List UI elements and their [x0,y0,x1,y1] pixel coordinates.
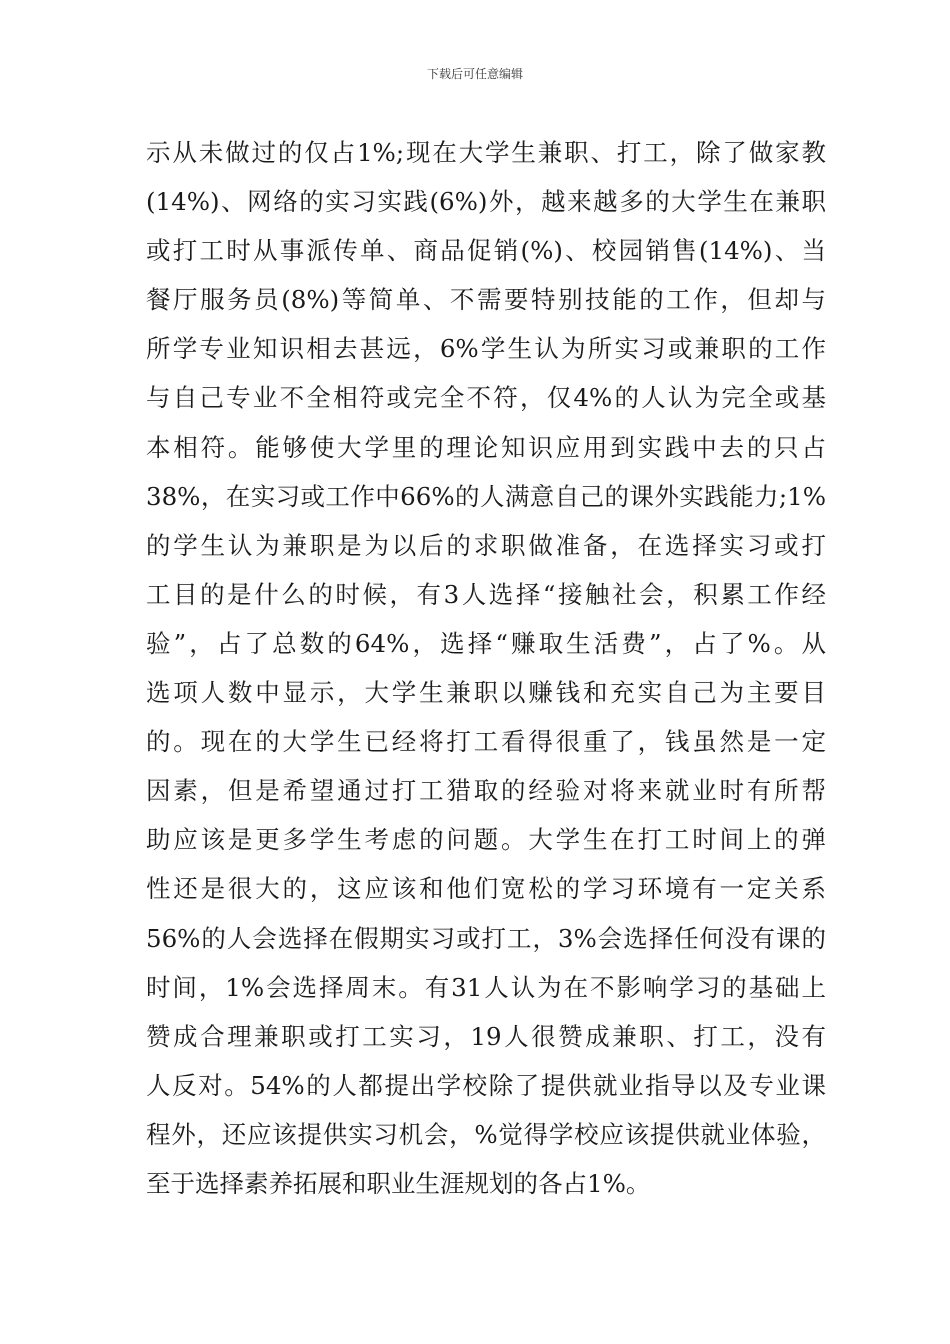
text-line: 因素，但是希望通过打工猎取的经验对将来就业时有所帮 [146,776,826,806]
text-line: 或打工时从事派传单、商品促销(%)、校园销售(14%)、当 [146,236,826,266]
page-header: 下载后可任意编辑 [426,67,523,81]
text-line: 本相符。能够使大学里的理论知识应用到实践中去的只占 [146,432,826,462]
text-line: (14%)、网络的实习实践(6%)外，越来越多的大学生在兼职 [146,187,826,217]
text-line: 赞成合理兼职或打工实习，19人很赞成兼职、打工，没有 [146,1021,826,1051]
text-line: 选项人数中显示，大学生兼职以赚钱和充实自己为主要目 [146,678,826,708]
body-text [146,128,826,1208]
text-line: 所学专业知识相去甚远，6%学生认为所实习或兼职的工作 [146,334,826,364]
text-line: 程外，还应该提供实习机会，%觉得学校应该提供就业体验， [146,1119,826,1149]
text-line: 工目的是什么的时候，有3人选择“接触社会，积累工作经 [146,579,826,609]
text-line: 38%，在实习或工作中66%的人满意自己的课外实践能力;1% [146,481,826,511]
text-line: 性还是很大的，这应该和他们宽松的学习环境有一定关系 [146,874,826,904]
text-line: 示从未做过的仅占1%;现在大学生兼职、打工，除了做家教 [146,138,826,167]
text-line: 的学生认为兼职是为以后的求职做准备，在选择实习或打 [146,530,826,560]
text-line: 56%的人会选择在假期实习或打工，3%会选择任何没有课的 [146,923,826,953]
text-line: 助应该是更多学生考虑的问题。大学生在打工时间上的弹 [146,825,826,855]
text-line: 至于选择素养拓展和职业生涯规划的各占1%。 [146,1168,651,1198]
text-line: 的。现在的大学生已经将打工看得很重了，钱虽然是一定 [146,727,826,757]
text-line: 验”，占了总数的64%，选择“赚取生活费”，占了%。从 [146,628,826,658]
text-line: 与自己专业不全相符或完全不符，仅4%的人认为完全或基 [146,383,826,413]
text-line: 餐厅服务员(8%)等简单、不需要特别技能的工作，但却与 [146,285,826,315]
text-line: 人反对。54%的人都提出学校除了提供就业指导以及专业课 [146,1070,826,1100]
text-line: 时间，1%会选择周末。有31人认为在不影响学习的基础上 [146,972,826,1002]
